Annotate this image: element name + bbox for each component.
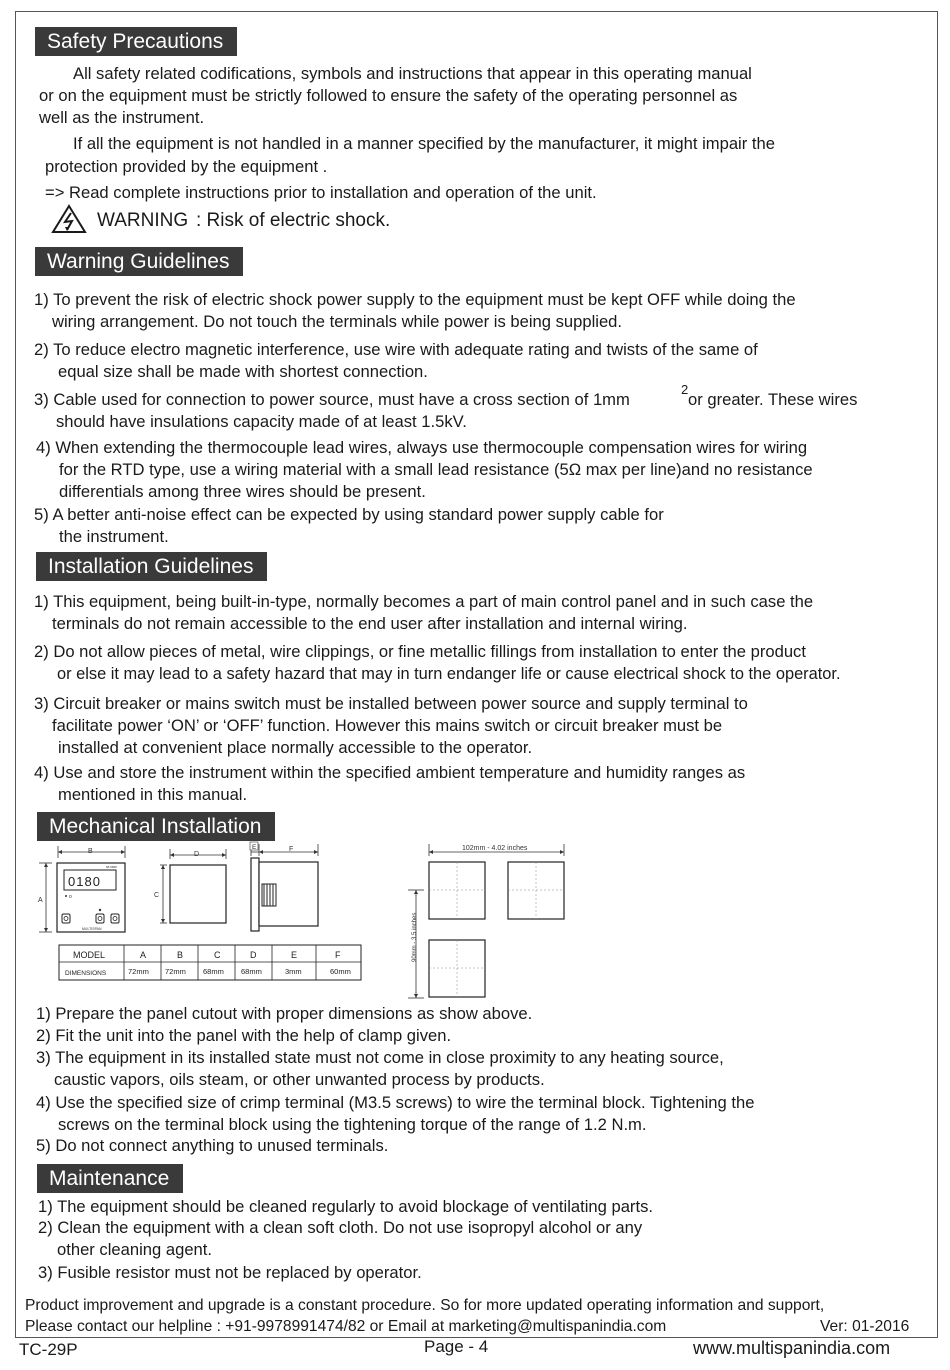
- warning-line-8: for the RTD type, use a wiring material with a small lead resistance (5Ω max per line)and no resistance: [59, 460, 813, 479]
- table-header-e: E: [291, 950, 298, 960]
- table-header-c: C: [214, 950, 221, 960]
- maintenance-line-3: other cleaning agent.: [57, 1240, 212, 1259]
- safety-line-1: All safety related codifications, symbols and instructions that appear in this operating manual: [73, 64, 752, 83]
- installation-line-4: or else it may lead to a safety hazard that may in turn endanger life or cause electrical shock to the operator.: [57, 665, 841, 683]
- mechanical-line-2: 2) Fit the unit into the panel with the help of clamp given.: [36, 1026, 452, 1045]
- table-cell-c: 68mm: [203, 967, 224, 976]
- dim-label-e: E: [252, 844, 257, 851]
- installation-line-6: facilitate power ‘ON’ or ‘OFF’ function. However this mains switch or circuit breaker must be: [52, 716, 723, 735]
- warning-line-4: equal size shall be made with shortest connection.: [58, 362, 428, 381]
- warning-line-6: should have insulations capacity made of at least 1.5kV.: [56, 412, 467, 431]
- warning-line-2: wiring arrangement. Do not touch the terminals while power is being supplied.: [52, 312, 623, 331]
- footer-website-link[interactable]: www.multispanindia.com: [693, 1338, 891, 1358]
- warning-line-9: differentials among three wires should be present.: [59, 482, 426, 501]
- safety-line-2: or on the equipment must be strictly followed to ensure the safety of the operating personnel as: [39, 86, 738, 105]
- electric-shock-warning-icon: [51, 204, 87, 234]
- side-view-diagram: [244, 840, 324, 935]
- dim-label-c: C: [154, 892, 160, 899]
- safety-line-5: protection provided by the equipment .: [45, 157, 328, 176]
- footer-notice-line-2: Please contact our helpline : +91-9978991474/82 or Email at marketing@multispanindia.com: [25, 1318, 667, 1335]
- dimensions-table: [58, 944, 364, 982]
- warning-line-3: 2) To reduce electro magnetic interference, use wire with adequate rating and twists of the same of: [34, 340, 758, 359]
- table-header-model: MODEL: [73, 950, 106, 960]
- installation-line-9: mentioned in this manual.: [58, 785, 248, 804]
- mechanical-line-7: 5) Do not connect anything to unused terminals.: [36, 1136, 389, 1155]
- dim-label-a: A: [38, 897, 43, 904]
- safety-line-6: => Read complete instructions prior to installation and operation of the unit.: [45, 183, 597, 202]
- front-brand: MULTISPAN: [82, 927, 102, 931]
- maintenance-line-1: 1) The equipment should be cleaned regularly to avoid blockage of ventilating parts.: [38, 1197, 653, 1216]
- warning-line-10: 5) A better anti-noise effect can be expected by using standard power supply cable for: [34, 505, 664, 524]
- warning-line-1: 1) To prevent the risk of electric shock power supply to the equipment must be kept OFF while doing the: [34, 290, 796, 309]
- maintenance-line-2: 2) Clean the equipment with a clean soft cloth. Do not use isopropyl alcohol or any: [38, 1218, 643, 1237]
- dim-label-f: F: [289, 846, 294, 853]
- installation-line-3: 2) Do not allow pieces of metal, wire clippings, or fine metallic fillings from installation to enter the product: [34, 642, 806, 661]
- table-header-f: F: [335, 950, 341, 960]
- table-cell-d: 68mm: [241, 967, 262, 976]
- footer-version: Ver: 01-2016: [820, 1318, 910, 1335]
- warning-text: : Risk of electric shock.: [196, 210, 391, 231]
- installation-line-7: installed at convenient place normally accessible to the operator.: [58, 738, 533, 757]
- dim-label-d: D: [194, 851, 200, 858]
- mechanical-line-4: caustic vapors, oils steam, or other unwanted process by products.: [54, 1070, 545, 1089]
- cutout-width-label: 102mm - 4.02 inches: [462, 845, 528, 852]
- front-view-diagram: [36, 842, 136, 936]
- safety-line-4: If all the equipment is not handled in a manner specified by the manufacturer, it might impair the: [73, 134, 775, 153]
- warning-label: WARNING: [97, 210, 189, 231]
- footer-page-number: Page - 4: [424, 1337, 489, 1356]
- table-header-d: D: [250, 950, 257, 960]
- cutout-view-diagram: [150, 845, 230, 930]
- footer-notice-line-1: Product improvement and upgrade is a constant procedure. So for more updated operating information and support,: [25, 1297, 825, 1314]
- table-header-a: A: [140, 950, 147, 960]
- table-cell-f: 60mm: [330, 967, 351, 976]
- cutout-spacing-diagram: [404, 840, 574, 1002]
- installation-line-1: 1) This equipment, being built-in-type, normally becomes a part of main control panel and in such case the: [34, 592, 814, 611]
- table-cell-e: 3mm: [285, 967, 302, 976]
- warning-line-11: the instrument.: [59, 527, 169, 546]
- warning-line-5b: or greater. These wires: [688, 390, 858, 409]
- section-header-warning-guidelines: Warning Guidelines: [35, 247, 243, 276]
- mechanical-line-5: 4) Use the specified size of crimp terminal (M3.5 screws) to wire the terminal block. Tightening the: [36, 1093, 755, 1112]
- front-display-readout: 0180: [68, 874, 101, 889]
- maintenance-line-4: 3) Fusible resistor must not be replaced by operator.: [38, 1263, 422, 1282]
- cutout-height-label: 90mm - 3.5 inches: [412, 912, 418, 962]
- installation-line-2: terminals do not remain accessible to the end user after installation and internal wiring.: [52, 614, 688, 633]
- table-header-b: B: [177, 950, 184, 960]
- table-cell-a: 72mm: [128, 967, 149, 976]
- mechanical-line-3: 3) The equipment in its installed state must not come in close proximity to any heating source,: [36, 1048, 724, 1067]
- svg-text:o: o: [69, 894, 72, 900]
- section-header-mechanical: Mechanical Installation: [37, 812, 275, 841]
- warning-line-5a: 3) Cable used for connection to power source, must have a cross section of 1mm: [34, 390, 630, 409]
- section-header-safety: Safety Precautions: [35, 27, 237, 56]
- superscript-2: 2: [681, 382, 689, 397]
- table-cell-dimensions: DIMENSIONS: [65, 970, 107, 977]
- dim-label-b: B: [88, 848, 93, 855]
- installation-line-5: 3) Circuit breaker or mains switch must be installed between power source and supply terminal to: [34, 694, 748, 713]
- section-header-installation: Installation Guidelines: [36, 552, 267, 581]
- warning-line-7: 4) When extending the thermocouple lead wires, always use thermocouple compensation wires for wiring: [36, 438, 808, 457]
- front-small-text: 88.8888: [106, 865, 117, 869]
- safety-line-3: well as the instrument.: [39, 108, 205, 127]
- mechanical-line-1: 1) Prepare the panel cutout with proper dimensions as show above.: [36, 1004, 533, 1023]
- mechanical-line-6: screws on the terminal block using the tightening torque of the range of 1.2 N.m.: [58, 1115, 647, 1134]
- section-header-maintenance: Maintenance: [37, 1164, 183, 1193]
- table-cell-b: 72mm: [165, 967, 186, 976]
- installation-line-8: 4) Use and store the instrument within the specified ambient temperature and humidity ranges as: [34, 763, 746, 782]
- footer-model: TC-29P: [19, 1340, 78, 1359]
